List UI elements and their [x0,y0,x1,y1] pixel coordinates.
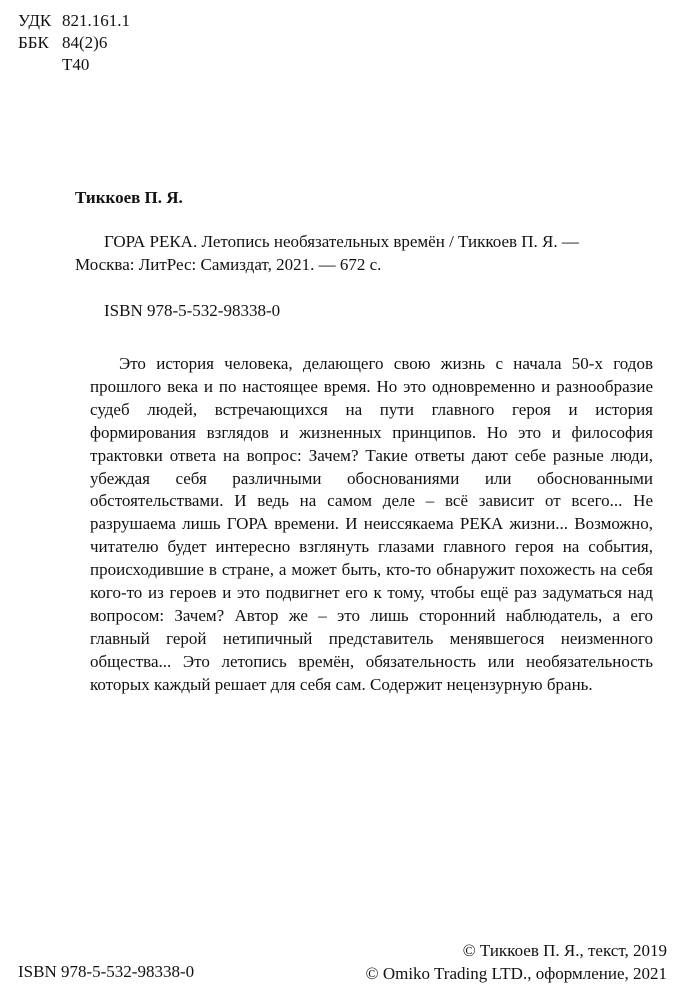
copyright-design: © Omiko Trading LTD., оформление, 2021 [365,964,667,983]
udk-value: 821.161.1 [62,11,130,30]
udk-label: УДК [18,11,52,30]
bibliographic-entry: ГОРА РЕКА. Летопись необязательных времён / Тиккоев П. Я. — Москва: ЛитРес: Самиздат, 2021. — 672 с. [75,232,579,274]
bbk-row [18,32,130,54]
bbk-label: ББК [18,33,49,52]
copyright-block [366,939,667,985]
copyright-text: © Тиккоев П. Я., текст, 2019 [462,941,667,960]
author-mark-row [18,54,130,76]
udk-row [18,10,130,32]
author-heading: Тиккоев П. Я. [75,188,183,207]
author-mark: Т40 [62,55,90,74]
footer-isbn: ISBN 978-5-532-98338-0 [18,962,195,981]
isbn: ISBN 978-5-532-98338-0 [104,301,281,320]
catalog-codes [18,10,130,76]
annotation: Это история человека, делающего свою жизнь с начала 50-х годов прошлого века и по настоящее время. Но это одновременно и разнообразие судеб людей, встречающихся на пути главного героя и история формирования взглядов и жизненных принципов. Но это и философия трактовки ответа на вопрос: Зачем? Такие ответы дают себе разные люди, убеждая себя различными обоснованиями или обоснованными обстоятельствами. И ведь на самом деле – всё зависит от всего... Не разрушаема лишь ГОРА времени. И неиссякаема РЕКА жизни... Возможно, читателю будет интересно взглянуть глазами главного героя на события, происходившие в стране, а может быть, кто-то обнаружит похожесть на себя кого-то из героев и это подвигнет его к тому, чтобы ещё раз задуматься над вопросом: Зачем? Автор же – это лишь сторонний наблюдатель, а его главный герой нетипичный представитель менявшегося неизменного общества... Это летопись времён, обязательность или необязательность которых каждый решает для себя сам. Содержит нецензурную брань. [90,354,653,694]
bbk-value: 84(2)6 [62,33,108,52]
